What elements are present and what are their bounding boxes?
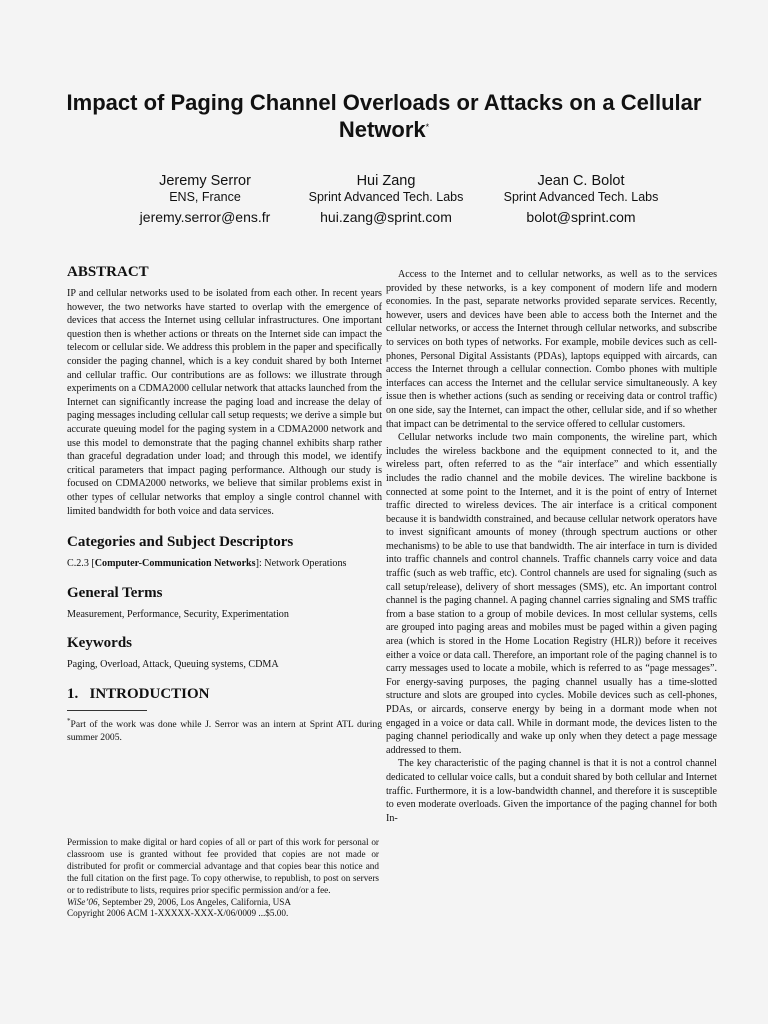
abstract-heading: ABSTRACT [67, 264, 149, 280]
intro-paragraph-3: The key characteristic of the paging channel is that it is not a control channel dedicated to cellular voice calls, but a conduit shared by both cellular and Internet traffic. Furthermore, it is a low-bandwidth channel, and therefore it is susceptible to even moderate overloads. Given the importance of the paging channel for both In- [386, 758, 717, 824]
categories-rest: ]: Network Operations [255, 558, 347, 570]
permission-notice [67, 837, 379, 920]
footnote-text: Part of the work was done while J. Serror was an intern at Sprint ATL during summer 2005. [67, 719, 382, 744]
author-affiliation: Sprint Advanced Tech. Labs [308, 190, 464, 204]
venue-name: WiSe’06, [67, 896, 100, 907]
permission-text: Permission to make digital or hard copies of all or part of this work for personal or classroom use is granted without fee provided that copies are not made or distributed for profit or commercial advantage and that copies bear this notice and the full citation on the first page. To copy otherwise, to republish, to post on servers or to redistribute to lists, requires prior specific permission and/or a fee. [67, 837, 379, 895]
intro-paragraph-1: Access to the Internet and to cellular networks, as well as to the services provided by these networks, is a key component of modern life and modern economies. In the past, separate networks provided separate services. Recently, however, users and devices have been able to access both the Internet and the cellular networks, or access the Internet through cellular networks, and subscribe to services on both types of networks. For example, mobile devices such as cell-phones, Personal Digital Assistants (PDAs), laptops equipped with aircards, can access the Internet through a cellular connection. Combo phones with multiple interfaces can access the Internet and the cellular service simultaneously. A key issue then is whether actions (such as sending or receiving data or control traffic) on one side, say the Internet, can impact the other, cellular side, and if so whether that impact can be detrimental to the service offered to cellular customers. [386, 269, 717, 430]
general-terms-heading: General Terms [67, 584, 163, 601]
categories-code: C.2.3 [ [67, 558, 95, 570]
author-block-2 [286, 172, 486, 227]
categories-text [67, 557, 382, 571]
keywords-heading: Keywords [67, 635, 132, 652]
left-column [67, 262, 382, 744]
author-affiliation: ENS, France [169, 190, 241, 204]
introduction-heading: 1. INTRODUCTION [67, 685, 210, 702]
author-name: Hui Zang [356, 173, 416, 189]
general-terms-text: Measurement, Performance, Security, Experimentation [67, 608, 289, 620]
title-footnote-mark: * [425, 122, 430, 132]
author-name: Jean C. Bolot [537, 173, 625, 189]
paper-title [60, 89, 708, 143]
author-affiliation: Sprint Advanced Tech. Labs [503, 190, 659, 204]
author-email: jeremy.serror@ens.fr [139, 209, 271, 225]
author-email: bolot@sprint.com [526, 209, 636, 225]
categories-bold: Computer-Communication Networks [94, 558, 256, 570]
footnote-mark: * [67, 716, 71, 725]
footnote [67, 715, 382, 744]
intro-paragraph-2: Cellular networks include two main components, the wireline part, which includes the wireless backbone and the equipment connected to it, and the wireless part, often referred to as the “air interface” and which essentially includes the radio channel and the mobile devices. The wireline backbone is connected at some point to the Internet, and it is the point of entry of Internet traffic directed to wireless devices. The air interface is a critical component because it is bandwidth constrained, and because cellular network operators have to invest significant amounts of money (through spectrum auctions or other mechanisms) to be able to use that bandwidth. The air interface in turn is divided into traffic channels and control channels. Traffic channels carry voice and data traffic (such as web traffic, etc). Control channels are used for signaling (such as call setup/release), delivery of short messages (SMS), etc. An important control channel is the paging channel. A paging channel carries signaling and SMS traffic from a base station to a group of mobile devices. In most cellular systems, cells are grouped into paging areas and mobiles must be paged within a given paging area (which is stored in the Home Location Registry (HLR)) before it receives either a voice or data call. Therefore, an important role of the paging channel is to carry messages used to locate a mobile, which is referred to as “page messages”. For energy-saving purposes, the paging channel usually has a time-slotted structure and slots are grouped into cycles. Mobile devices such as cell-phones, PDAs, or aircards, conserve energy by being in a dormant mode when not engaged in a voice or data call. While in dormant mode, the devices listen to the paging channel periodically and wake up only when they detect a page message addressed to them. [386, 432, 717, 756]
author-block-1 [105, 172, 305, 227]
paper-title-text: Impact of Paging Channel Overloads or Attacks on a Cellular Network [66, 90, 702, 142]
right-column [386, 268, 717, 825]
abstract-text: IP and cellular networks used to be isolated from each other. In recent years however, the two networks have started to overlap with the emergence of devices that access the Internet using cellular infrastructures. One important question then is whether actions or threats on the Internet side can impact the telecom or cellular side. We address this problem in the paper and specifically consider the paging channel, which is a key conduit shared by both Internet and cellular traffic. Our contributions are as follows: we illustrate through experiments on a CDMA2000 cellular network that attacks launched from the Internet can significantly increase the paging load and increase the delay of paging messages including cellular call setup requests; we derive a simple but accurate queuing model for the paging system in a CDMA2000 network and use this model to demonstrate that the paging channel exhibits sharp rather than graceful degradation under load; and through this model, we identify critical parameters that impact paging performance. Although our study is focused on CDMA2000 networks, we believe that similar problems exist in other types of cellular networks that employ a single control channel with limited bandwidth for both voice and data services. [67, 288, 382, 517]
author-block-3 [481, 172, 681, 227]
categories-heading: Categories and Subject Descriptors [67, 534, 294, 551]
footnote-rule [67, 710, 147, 711]
author-email: hui.zang@sprint.com [320, 209, 452, 225]
author-name: Jeremy Serror [159, 173, 251, 189]
venue-line [67, 897, 379, 909]
keywords-text: Paging, Overload, Attack, Queuing systems, CDMA [67, 659, 279, 671]
venue-details: September 29, 2006, Los Angeles, California, USA [99, 896, 292, 907]
copyright-line: Copyright 2006 ACM 1-XXXXX-XXX-X/06/0009 ...$5.00. [67, 908, 289, 919]
